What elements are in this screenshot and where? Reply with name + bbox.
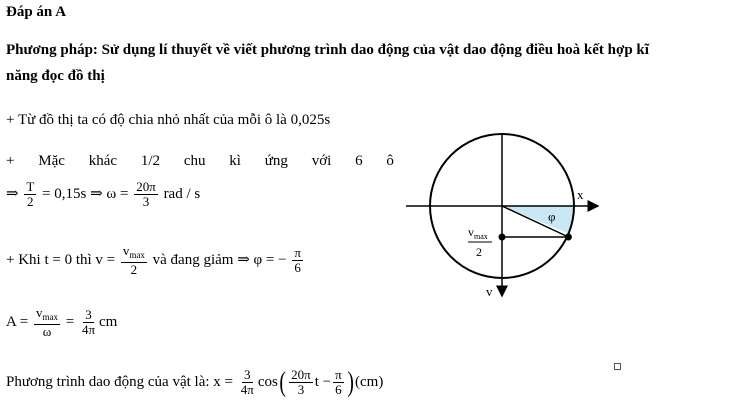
fraction-den: 4π bbox=[81, 322, 96, 337]
step-5-formula bbox=[6, 306, 117, 339]
fraction-den: 6 bbox=[335, 382, 342, 397]
step-3-eq: = 0,15s ⇒ ω = bbox=[42, 185, 129, 202]
vmax-v: v bbox=[468, 225, 474, 239]
step-1-text: + Từ đồ thị ta có độ chia nhỏ nhất của mỗi ô là 0,025s bbox=[6, 112, 331, 128]
amplitude-label: A = bbox=[6, 313, 29, 330]
amplitude-unit: cm bbox=[99, 313, 118, 330]
max-subscript: max bbox=[129, 250, 145, 260]
fraction-num: 3 bbox=[85, 307, 92, 322]
t-minus: t − bbox=[314, 373, 332, 390]
fraction-pi-over-6 bbox=[333, 368, 344, 397]
step-2-word: ứng bbox=[264, 153, 288, 169]
step-2-word: với bbox=[311, 153, 332, 169]
fraction-den: 3 bbox=[297, 382, 305, 397]
left-paren: ( bbox=[279, 366, 286, 398]
v-symbol: v bbox=[122, 243, 130, 258]
fraction-3-over-4pi bbox=[80, 308, 97, 337]
fraction-3-over-4pi bbox=[239, 368, 256, 397]
fraction-num: π bbox=[335, 367, 342, 382]
v-symbol: v bbox=[35, 305, 43, 320]
answer-title: Đáp án A bbox=[6, 4, 67, 20]
fraction-T-over-2 bbox=[24, 180, 36, 209]
anchor-marker bbox=[614, 363, 621, 370]
fraction-num: 3 bbox=[244, 367, 251, 382]
step-2-word: kì bbox=[229, 153, 241, 169]
fraction-num: π bbox=[294, 245, 301, 260]
step-4-mid: và đang giảm ⇒ φ = − bbox=[152, 251, 287, 268]
step-2-word: chu bbox=[183, 153, 206, 169]
fraction-num: T bbox=[26, 179, 35, 194]
equation-label: Phương trình dao động của vật là: x = bbox=[6, 373, 233, 390]
step-2-word: 6 bbox=[355, 153, 363, 169]
fraction-den: 3 bbox=[142, 194, 150, 209]
step-2-plus: + bbox=[6, 153, 15, 169]
fraction-vmax-over-omega bbox=[34, 306, 60, 339]
fraction-pi-over-6 bbox=[292, 246, 303, 275]
v-axis-label: v bbox=[486, 284, 493, 299]
fraction-num: 20π bbox=[291, 367, 311, 382]
step-3-formula bbox=[6, 180, 200, 209]
fraction-vmax-over-2 bbox=[121, 244, 147, 277]
step-3-unit: rad / s bbox=[163, 185, 201, 202]
projection-point bbox=[499, 234, 506, 241]
cos-func: cos bbox=[257, 373, 278, 390]
phasor-tip-point bbox=[565, 234, 572, 241]
fraction-20pi-over-3 bbox=[289, 368, 313, 397]
fraction-20pi-over-3 bbox=[134, 180, 158, 209]
fraction-num: 20π bbox=[136, 179, 156, 194]
right-paren: ) bbox=[347, 366, 354, 398]
step-2-word: 1/2 bbox=[140, 153, 161, 169]
step-4-prefix: + Khi t = 0 thì v = bbox=[6, 251, 116, 268]
fraction-den: 4π bbox=[240, 382, 254, 397]
fraction-den: 6 bbox=[294, 260, 301, 275]
vmax-label-den: 2 bbox=[476, 245, 482, 259]
equation-unit: (cm) bbox=[355, 373, 384, 390]
fraction-den: ω bbox=[42, 324, 52, 339]
max-subscript: max bbox=[42, 312, 58, 322]
step-2-word: ô bbox=[386, 153, 394, 169]
equals-sign: = bbox=[65, 313, 75, 330]
step-4-formula bbox=[6, 244, 305, 277]
step-2-word: khác bbox=[88, 153, 118, 169]
fraction-den: 2 bbox=[130, 262, 138, 277]
step-2-word: Mặc bbox=[38, 153, 65, 169]
fraction-num bbox=[121, 244, 147, 263]
phi-sector-shade bbox=[502, 206, 574, 233]
vmax-label-num bbox=[468, 225, 488, 241]
phasor-diagram bbox=[400, 130, 610, 310]
fraction-den: 2 bbox=[27, 194, 34, 209]
implies-arrow: ⇒ bbox=[6, 185, 19, 202]
method-line-1: Phương pháp: Sử dụng lí thuyết về viết phương trình dao động của vật dao động điều hoà kết hợp kĩ bbox=[6, 42, 649, 58]
method-line-2: năng đọc đồ thị bbox=[6, 68, 105, 84]
x-axis-label: x bbox=[577, 187, 584, 202]
step-6-formula bbox=[6, 368, 383, 397]
step-2-line bbox=[6, 153, 394, 170]
vmax-sub: max bbox=[474, 232, 488, 241]
fraction-num bbox=[34, 306, 60, 325]
phi-label: φ bbox=[548, 209, 556, 224]
